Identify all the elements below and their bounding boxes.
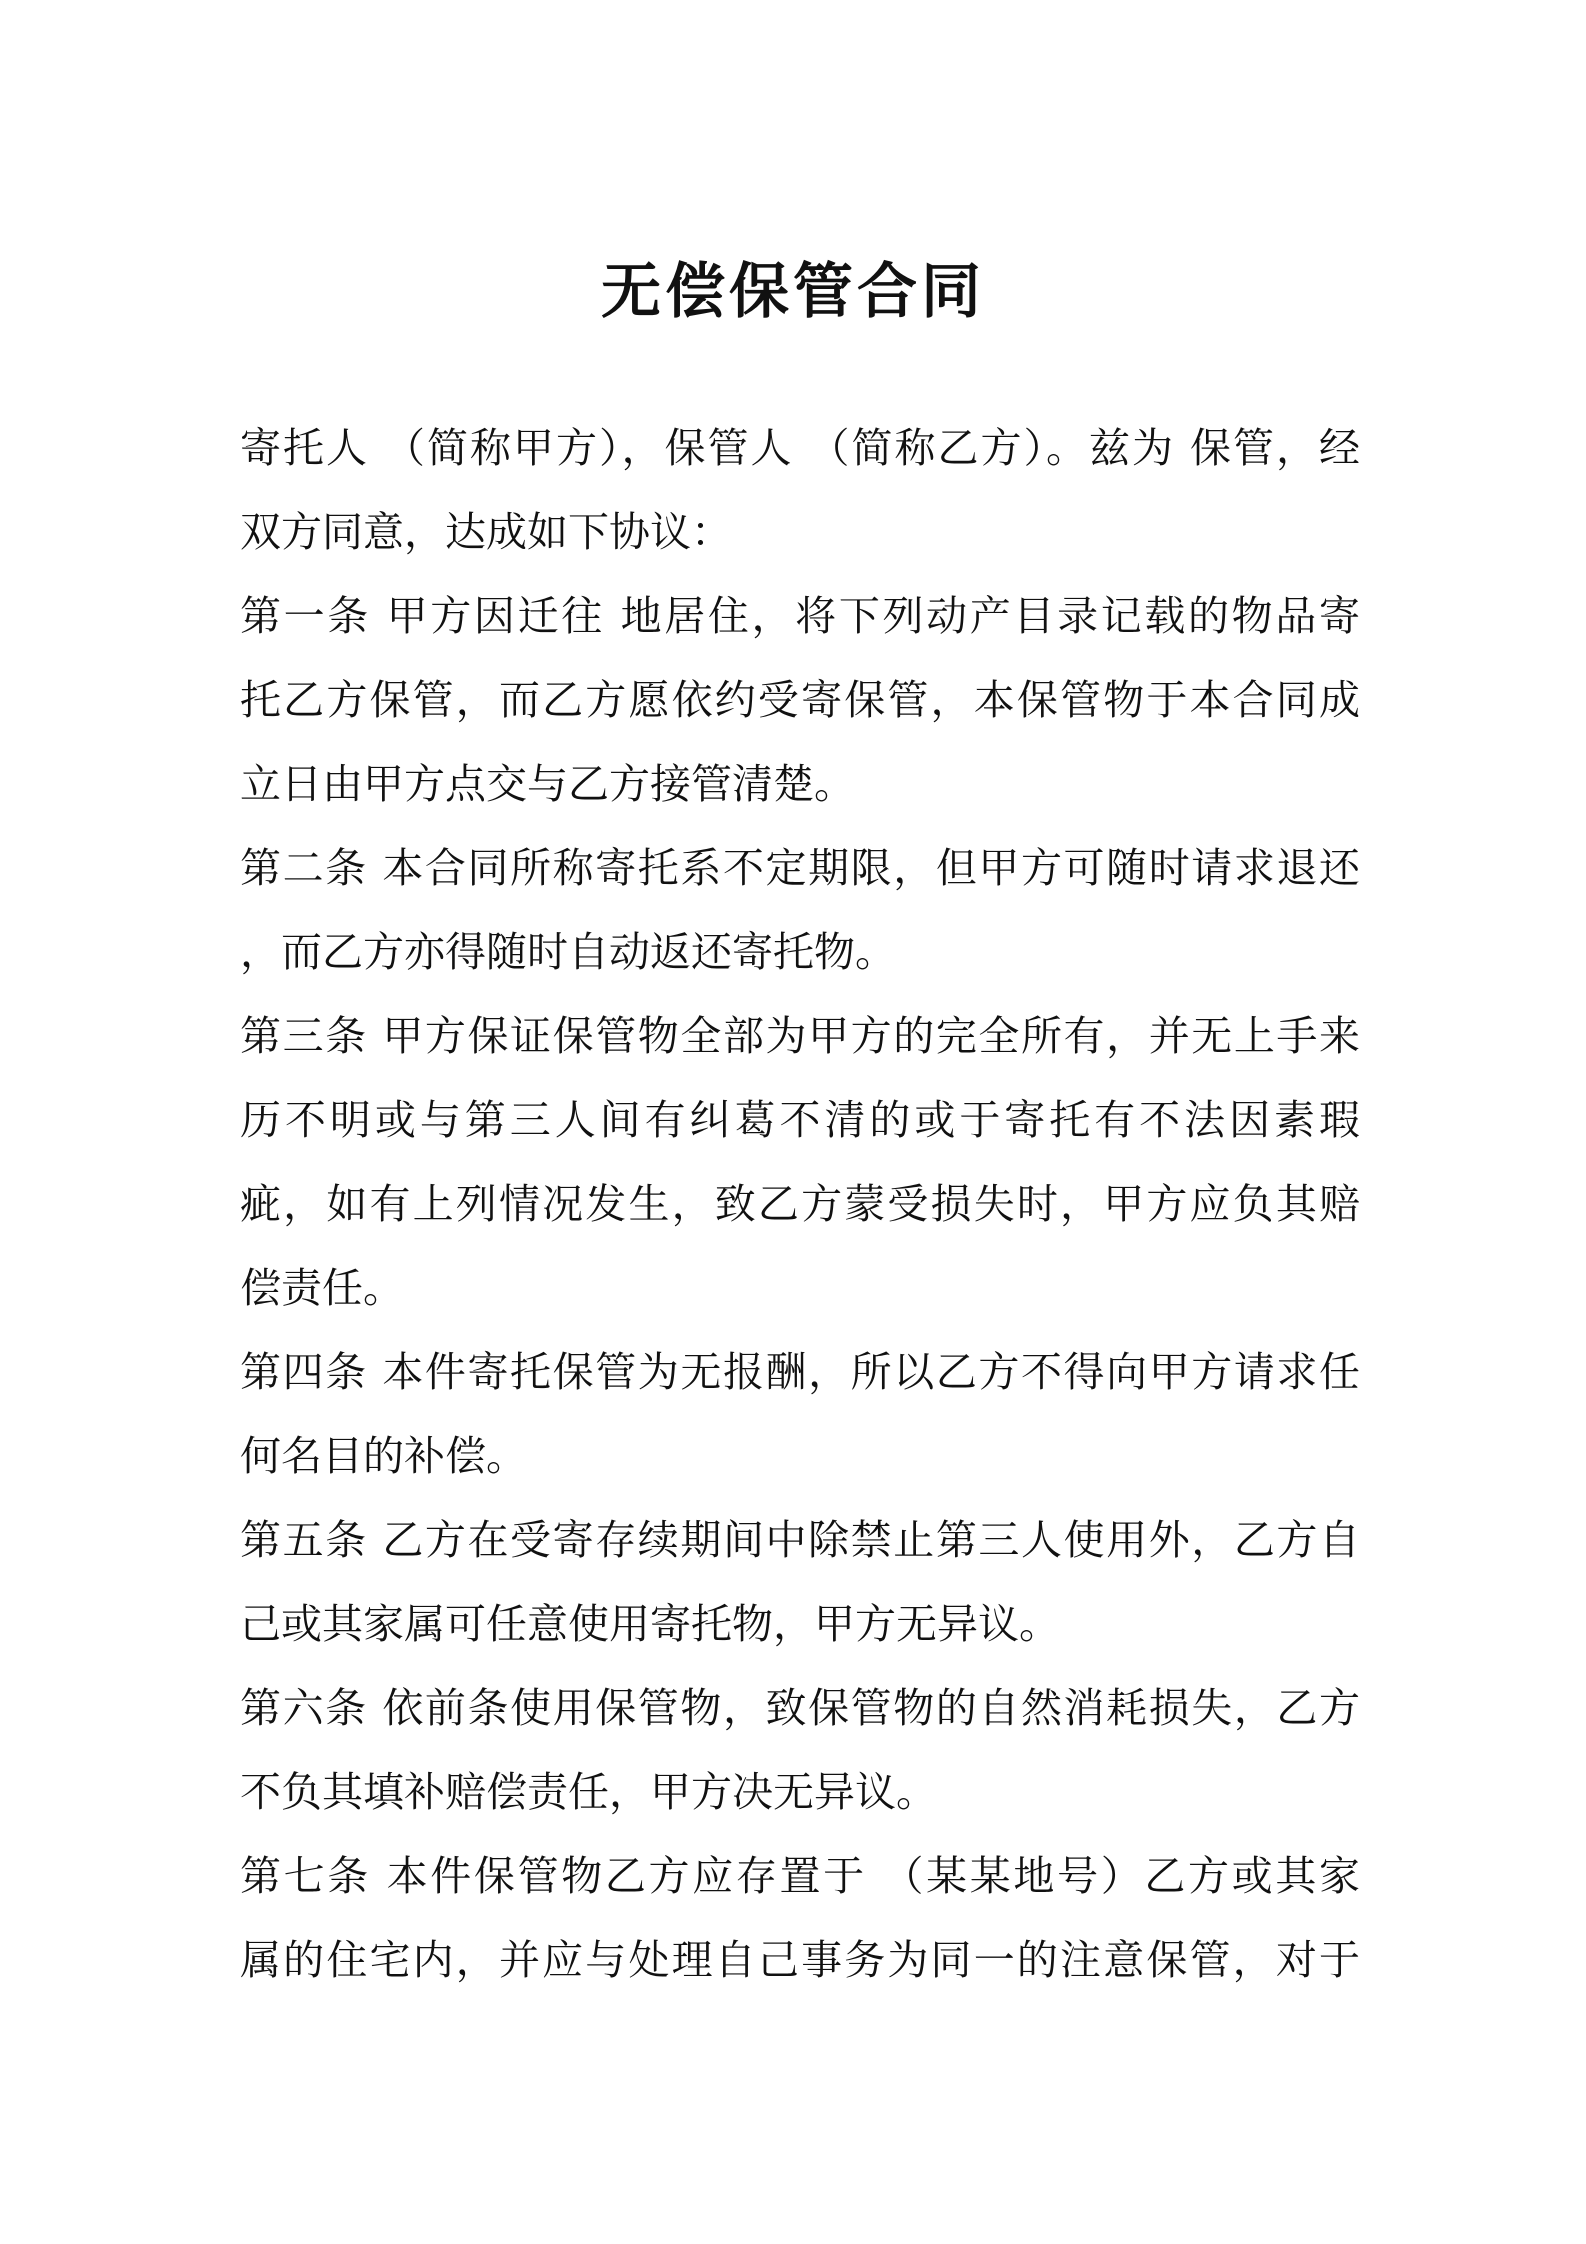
text-line: 属的住宅内，并应与处理自己事务为同一的注意保管，对于 [240, 1936, 1360, 1984]
text-line: 托乙方保管，而乙方愿依约受寄保管，本保管物于本合同成 [240, 676, 1360, 724]
text-line: 第五条 乙方在受寄存续期间中除禁止第三人使用外，乙方自 [240, 1516, 1360, 1564]
text-line: 第六条 依前条使用保管物，致保管物的自然消耗损失，乙方 [240, 1684, 1360, 1732]
text-line: 己或其家属可任意使用寄托物，甲方无异议。 [240, 1600, 1060, 1648]
text-line: 疵，如有上列情况发生，致乙方蒙受损失时，甲方应负其赔 [240, 1180, 1360, 1228]
text-line: 立日由甲方点交与乙方接管清楚。 [240, 760, 855, 808]
document-title: 无偿保管合同 [601, 257, 985, 327]
text-line: 第三条 甲方保证保管物全部为甲方的完全所有，并无上手来 [240, 1012, 1360, 1060]
document-body [240, 406, 1360, 2002]
text-line: 偿责任。 [240, 1264, 404, 1312]
text-line: 双方同意，达成如下协议： [240, 508, 732, 556]
text-line: ，而乙方亦得随时自动返还寄托物。 [240, 928, 896, 976]
text-line: 第二条 本合同所称寄托系不定期限，但甲方可随时请求退还 [240, 844, 1360, 892]
text-line: 不负其填补赔偿责任，甲方决无异议。 [240, 1768, 937, 1816]
text-line: 何名目的补偿。 [240, 1432, 527, 1480]
text-line: 第一条 甲方因迁往 地居住，将下列动产目录记载的物品寄 [240, 592, 1360, 640]
text-line: 寄托人 （简称甲方），保管人 （简称乙方）。兹为 保管，经 [240, 424, 1360, 472]
text-line: 第四条 本件寄托保管为无报酬，所以乙方不得向甲方请求任 [240, 1348, 1360, 1396]
text-line: 第七条 本件保管物乙方应存置于 （某某地号）乙方或其家 [240, 1852, 1360, 1900]
text-line: 历不明或与第三人间有纠葛不清的或于寄托有不法因素瑕 [240, 1096, 1360, 1144]
